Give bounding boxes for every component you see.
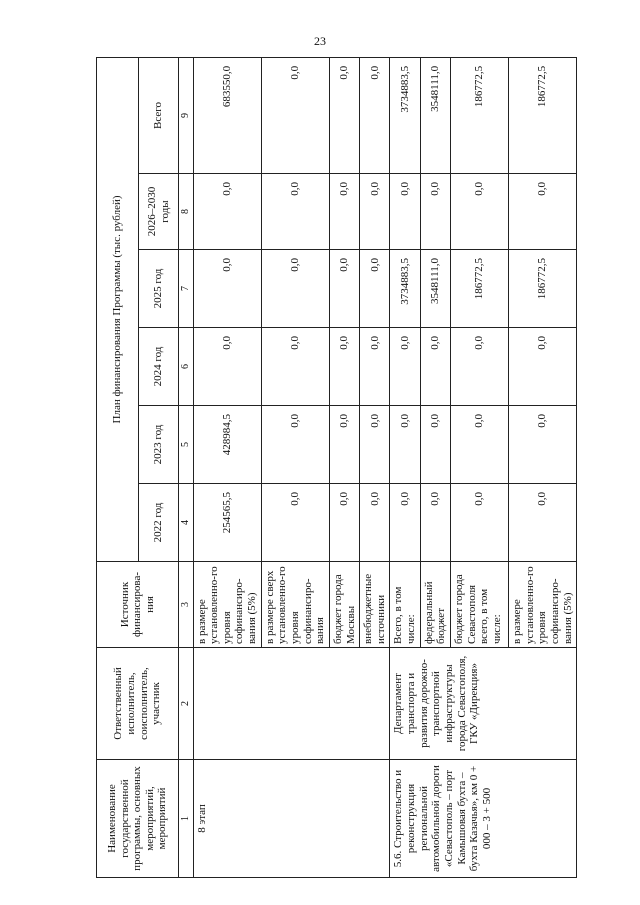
stage-executor xyxy=(193,648,390,760)
value-cell: 0,0 xyxy=(193,250,261,328)
table-row xyxy=(390,57,420,877)
financing-plan-table xyxy=(96,57,577,878)
column-index: 4 xyxy=(179,484,194,562)
stage-name: 8 этап xyxy=(193,760,390,878)
value-cell: 0,0 xyxy=(193,328,261,406)
column-index: 2 xyxy=(179,648,194,760)
header-year: 2026–2030 годы xyxy=(139,174,179,250)
value-cell: 254565,5 xyxy=(193,484,261,562)
rotated-table-container xyxy=(96,58,606,878)
header-source: Источник финансирова-ния xyxy=(97,562,179,648)
column-index: 5 xyxy=(179,406,194,484)
column-index-row xyxy=(179,57,194,877)
source-cell: в размере установленно-го уровня софинансиро-вания (5%) xyxy=(509,562,577,648)
header-year: 2024 год xyxy=(139,328,179,406)
value-cell: 0,0 xyxy=(329,174,359,250)
value-cell: 0,0 xyxy=(509,406,577,484)
value-cell: 0,0 xyxy=(329,484,359,562)
value-cell: 186772,5 xyxy=(451,250,509,328)
value-cell: 0,0 xyxy=(390,406,420,484)
value-cell: 0,0 xyxy=(360,484,390,562)
source-cell: Всего, в том числе: xyxy=(390,562,420,648)
header-total: Всего xyxy=(139,57,179,173)
column-index: 9 xyxy=(179,57,194,173)
value-cell: 186772,5 xyxy=(451,57,509,173)
value-cell: 3734883,5 xyxy=(390,57,420,173)
item-executor: Департамент транспорта и развития дорожно-транспортной инфраструктуры города Севастополя, ГКУ «Дирекция» xyxy=(390,648,577,760)
value-cell: 186772,5 xyxy=(509,57,577,173)
value-cell: 186772,5 xyxy=(509,250,577,328)
value-cell: 0,0 xyxy=(329,57,359,173)
column-index: 1 xyxy=(179,760,194,878)
column-index: 7 xyxy=(179,250,194,328)
table-row xyxy=(193,57,261,877)
value-cell: 0,0 xyxy=(261,174,329,250)
source-cell: внебюджетные источники xyxy=(360,562,390,648)
value-cell: 0,0 xyxy=(451,406,509,484)
header-year: 2025 год xyxy=(139,250,179,328)
value-cell: 0,0 xyxy=(420,406,450,484)
value-cell: 0,0 xyxy=(420,484,450,562)
column-index: 6 xyxy=(179,328,194,406)
value-cell: 0,0 xyxy=(360,250,390,328)
header-plan-group: План финансирования Программы (тыс. рублей) xyxy=(97,57,139,561)
value-cell: 0,0 xyxy=(509,174,577,250)
value-cell: 683550,0 xyxy=(193,57,261,173)
value-cell: 0,0 xyxy=(193,174,261,250)
source-cell: федеральный бюджет xyxy=(420,562,450,648)
value-cell: 0,0 xyxy=(390,174,420,250)
value-cell: 428984,5 xyxy=(193,406,261,484)
value-cell: 0,0 xyxy=(329,250,359,328)
value-cell: 0,0 xyxy=(360,328,390,406)
value-cell: 0,0 xyxy=(420,174,450,250)
value-cell: 3548111,0 xyxy=(420,250,450,328)
header-year: 2023 год xyxy=(139,406,179,484)
source-cell: в размере установленно-го уровня софинансиро-вания (5%) xyxy=(193,562,261,648)
value-cell: 0,0 xyxy=(261,250,329,328)
value-cell: 0,0 xyxy=(451,484,509,562)
value-cell: 0,0 xyxy=(360,57,390,173)
value-cell: 0,0 xyxy=(329,328,359,406)
page-number: 23 xyxy=(314,34,326,48)
item-name: 5.6. Строительство и реконструкция региональной автомобильной дороги «Севастополь – порт Камышовая бухта – бухта Казачья», км 0 + 000 – 3 + 500 xyxy=(390,760,577,878)
header-year: 2022 год xyxy=(139,484,179,562)
value-cell: 3734883,5 xyxy=(390,250,420,328)
value-cell: 0,0 xyxy=(261,484,329,562)
value-cell: 0,0 xyxy=(261,328,329,406)
header-executor: Ответственный исполнитель, соисполнитель, участник xyxy=(97,648,179,760)
value-cell: 0,0 xyxy=(451,328,509,406)
value-cell: 0,0 xyxy=(451,174,509,250)
value-cell: 0,0 xyxy=(329,406,359,484)
column-index: 8 xyxy=(179,174,194,250)
header-name: Наименование государственной программы, основных мероприятий, мероприятий xyxy=(97,760,179,878)
value-cell: 0,0 xyxy=(360,406,390,484)
value-cell: 0,0 xyxy=(261,57,329,173)
value-cell: 0,0 xyxy=(509,484,577,562)
value-cell: 0,0 xyxy=(390,484,420,562)
value-cell: 0,0 xyxy=(390,328,420,406)
source-cell: в размере сверх установленно-го уровня софинансиро-вания xyxy=(261,562,329,648)
value-cell: 0,0 xyxy=(509,328,577,406)
column-index: 3 xyxy=(179,562,194,648)
value-cell: 0,0 xyxy=(360,174,390,250)
source-cell: бюджет города Севастополя всего, в том числе: xyxy=(451,562,509,648)
value-cell: 0,0 xyxy=(261,406,329,484)
source-cell: бюджет города Москвы xyxy=(329,562,359,648)
value-cell: 3548111,0 xyxy=(420,57,450,173)
value-cell: 0,0 xyxy=(420,328,450,406)
